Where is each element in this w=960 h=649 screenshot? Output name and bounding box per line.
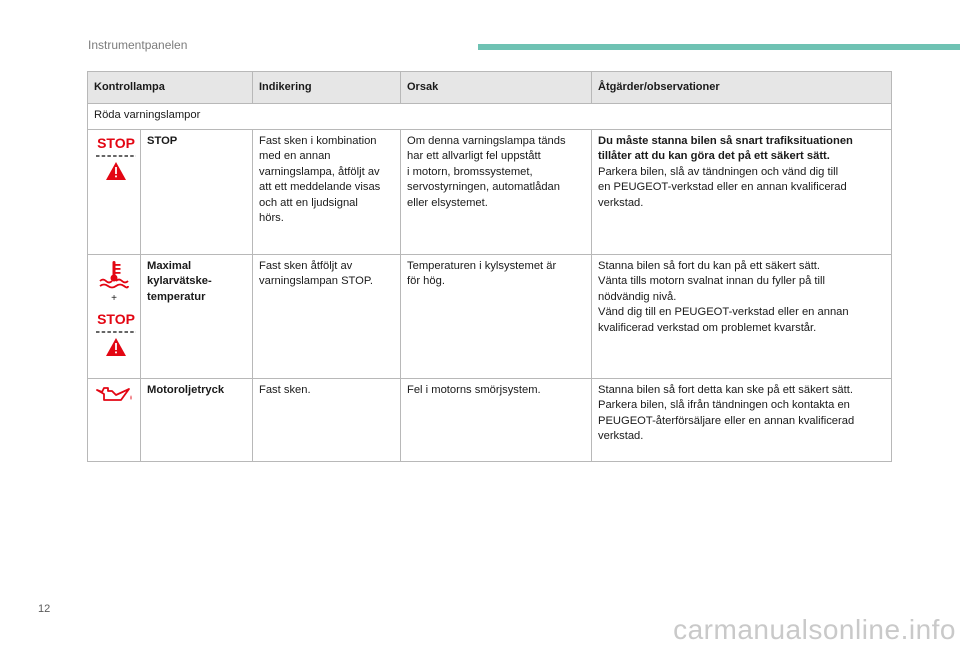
indication-cell bbox=[253, 129, 401, 254]
text-line-bold: Du måste stanna bilen så snart trafiksituationen bbox=[598, 134, 853, 147]
text-line: att ett meddelande visas bbox=[259, 181, 381, 193]
header-accent-bar bbox=[478, 44, 960, 50]
column-header-cause: Orsak bbox=[401, 72, 592, 104]
text-line: nödvändig nivå. bbox=[598, 290, 677, 303]
text-line: har ett allvarligt fel uppstått bbox=[407, 150, 541, 162]
group-label: Röda varningslampor bbox=[88, 104, 892, 130]
text-line: i motorn, bromssystemet, bbox=[407, 165, 533, 178]
stop-warning-icon bbox=[94, 310, 138, 360]
text-line: Maximal bbox=[147, 259, 192, 272]
text-line: Fast sken i kombination bbox=[259, 134, 377, 147]
lamp-icon-cell bbox=[88, 254, 141, 378]
table-row bbox=[88, 129, 892, 254]
action-cell bbox=[592, 254, 892, 378]
lamp-name: Motoroljetryck bbox=[141, 378, 253, 461]
section-title: Instrumentpanelen bbox=[88, 38, 188, 52]
lamp-name bbox=[141, 254, 253, 378]
text-line: verkstad. bbox=[598, 196, 644, 209]
indication-cell bbox=[253, 378, 401, 461]
text-line: Vänta tills motorn svalnat innan du fyller på till bbox=[598, 275, 825, 287]
page-number: 12 bbox=[38, 603, 51, 615]
cause-cell bbox=[401, 378, 592, 461]
lamp-icon-cell bbox=[88, 129, 141, 254]
watermark: carmanualsonline.info bbox=[673, 614, 956, 645]
text-line: Temperaturen i kylsystemet är bbox=[407, 259, 557, 272]
text-line: Vänd dig till en PEUGEOT-verkstad eller en annan bbox=[598, 306, 849, 318]
table-row bbox=[88, 378, 892, 461]
text-line: och att en ljudsignal bbox=[259, 196, 358, 209]
table-header-row bbox=[88, 72, 892, 104]
text-line: servostyrningen, automatlådan bbox=[407, 181, 560, 193]
column-header-indication: Indikering bbox=[253, 72, 401, 104]
text-line: för hög. bbox=[407, 275, 445, 287]
text-line: Fel i motorns smörjsystem. bbox=[407, 383, 541, 396]
action-cell bbox=[592, 378, 892, 461]
text-line: en PEUGEOT-verkstad eller en annan kvalificerad bbox=[598, 181, 847, 193]
text-line: kylarvätske- bbox=[147, 275, 212, 287]
coolant-temperature-icon bbox=[96, 259, 132, 289]
text-line: Parkera bilen, slå ifrån tändningen och kontakta en bbox=[598, 399, 850, 411]
indication-cell bbox=[253, 254, 401, 378]
text-line: Stanna bilen så fort detta kan ske på ett säkert sätt. bbox=[598, 383, 853, 396]
text-line: Fast sken åtföljt av bbox=[259, 259, 353, 272]
cause-cell bbox=[401, 129, 592, 254]
stop-icon-text: STOP bbox=[97, 311, 135, 327]
group-row bbox=[88, 104, 892, 130]
text-line: eller elsystemet. bbox=[407, 196, 488, 209]
warning-lamp-table bbox=[87, 71, 892, 462]
column-header-lamp: Kontrollampa bbox=[88, 72, 253, 104]
stop-icon-text: STOP bbox=[97, 134, 135, 151]
oil-pressure-icon bbox=[94, 383, 134, 405]
text-line: verkstad. bbox=[598, 430, 644, 442]
text-line: med en annan bbox=[259, 150, 331, 162]
column-header-action: Åtgärder/observationer bbox=[592, 72, 892, 104]
text-line: Parkera bilen, slå av tändningen och vänd dig till bbox=[598, 165, 839, 178]
text-line: hörs. bbox=[259, 212, 284, 224]
lamp-name: STOP bbox=[141, 129, 253, 254]
text-line-bold: tillåter att du kan göra det på ett säkert sätt. bbox=[598, 150, 830, 162]
stop-warning-icon bbox=[94, 134, 138, 184]
text-line: varningslampan STOP. bbox=[259, 275, 374, 287]
text-line: Stanna bilen så fort du kan på ett säkert sätt. bbox=[598, 259, 821, 272]
table-row bbox=[88, 254, 892, 378]
text-line: Om denna varningslampa tänds bbox=[407, 134, 566, 147]
text-line: PEUGEOT-återförsäljare eller en annan kvalificerad bbox=[598, 414, 855, 427]
text-line: varningslampa, åtföljt av bbox=[259, 165, 380, 178]
text-line: kvalificerad verkstad om problemet kvarstår. bbox=[598, 321, 817, 334]
action-cell bbox=[592, 129, 892, 254]
lamp-icon-cell bbox=[88, 378, 141, 461]
cause-cell bbox=[401, 254, 592, 378]
text-line: Fast sken. bbox=[259, 383, 311, 396]
icon-joiner: + bbox=[111, 292, 117, 304]
text-line: temperatur bbox=[147, 290, 206, 303]
